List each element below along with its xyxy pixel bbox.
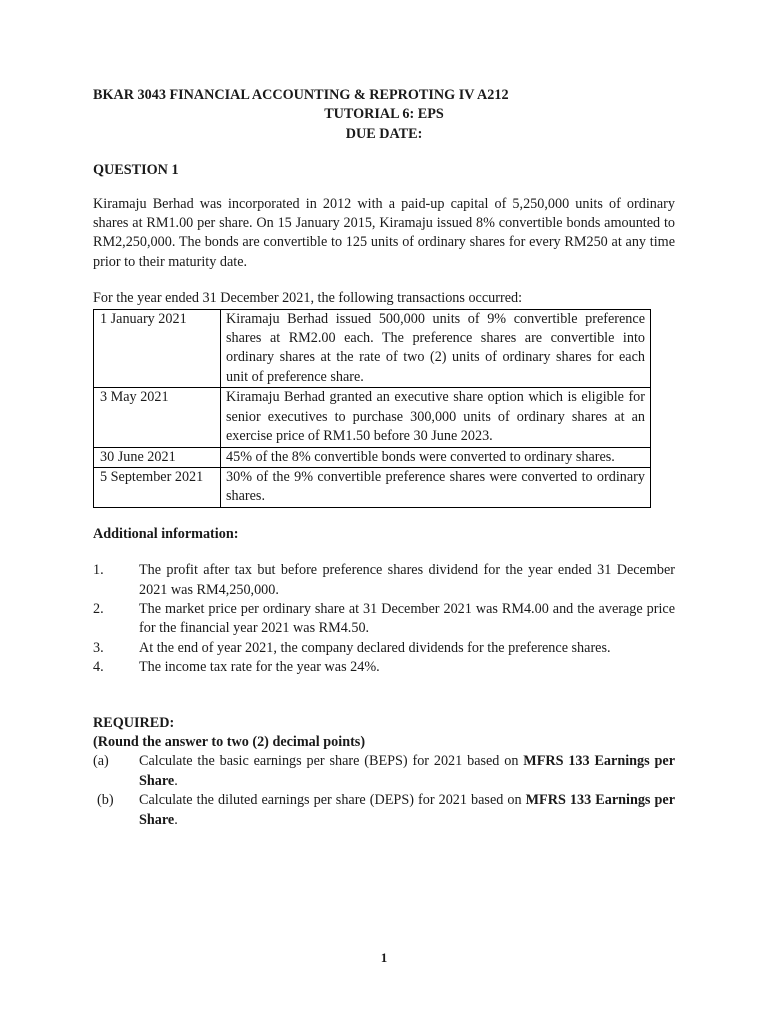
- list-item: [93, 600, 675, 639]
- table-row: [94, 388, 651, 447]
- part-body: Calculate the basic earnings per share (BEPS) for 2021 based on: [139, 753, 524, 770]
- transaction-date: 3 May 2021: [94, 388, 221, 447]
- table-row: [94, 309, 651, 388]
- list-text: The profit after tax but before preference shares dividend for the year ended 31 December 2021 was RM4,250,000.: [139, 562, 675, 598]
- list-text: At the end of year 2021, the company declared dividends for the preference shares.: [139, 639, 611, 656]
- part-label: (a): [93, 753, 109, 770]
- list-item: [93, 658, 675, 677]
- additional-info-list: [93, 561, 675, 677]
- document-page: [93, 86, 675, 830]
- table-intro: For the year ended 31 December 2021, the following transactions occurred:: [93, 290, 523, 307]
- part-label: (b): [97, 792, 114, 809]
- list-item: [93, 561, 675, 600]
- list-item: [93, 752, 675, 791]
- required-title: REQUIRED:: [93, 714, 175, 731]
- additional-info-title: Additional information:: [93, 525, 239, 542]
- list-number: 3.: [93, 639, 104, 656]
- page-number: 1: [380, 950, 388, 965]
- list-number: 1.: [93, 562, 104, 579]
- transaction-date: 5 September 2021: [94, 467, 221, 507]
- part-end: .: [174, 772, 178, 789]
- table-row: [94, 467, 651, 507]
- required-note: (Round the answer to two (2) decimal points): [93, 733, 366, 750]
- course-title: BKAR 3043 FINANCIAL ACCOUNTING & REPROTING IV A212: [93, 87, 509, 103]
- required-parts: [93, 752, 675, 830]
- transaction-description: Kiramaju Berhad issued 500,000 units of 9% convertible preference shares at RM2.00 each. The preference shares are convertible into ordinary shares at the rate of two (2) units of ordinary shares for each unit of preference share.: [221, 309, 651, 388]
- transaction-description: 45% of the 8% convertible bonds were converted to ordinary shares.: [221, 447, 651, 467]
- part-standard: MFRS 133 Earnings per Share: [139, 753, 675, 789]
- due-date: DUE DATE:: [345, 125, 423, 142]
- part-end: .: [174, 811, 178, 828]
- list-text: The income tax rate for the year was 24%.: [139, 659, 380, 676]
- part-text: [139, 791, 675, 830]
- transaction-date: 30 June 2021: [94, 447, 221, 467]
- transaction-date: 1 January 2021: [94, 309, 221, 388]
- list-number: 4.: [93, 659, 104, 676]
- transaction-description: 30% of the 9% convertible preference shares were converted to ordinary shares.: [221, 467, 651, 507]
- tutorial-title: TUTORIAL 6: EPS: [324, 106, 444, 123]
- part-body: Calculate the diluted earnings per share (DEPS) for 2021 based on: [139, 792, 526, 809]
- transaction-description: Kiramaju Berhad granted an executive share option which is eligible for senior executives to purchase 300,000 units of ordinary shares at an exercise price of RM1.50 before 30 June 2023.: [221, 388, 651, 447]
- table-row: [94, 447, 651, 467]
- part-standard: MFRS 133 Earnings per Share: [139, 792, 675, 828]
- question-intro: Kiramaju Berhad was incorporated in 2012 with a paid-up capital of 5,250,000 units of ordinary shares at RM1.00 per share. On 15 January 2015, Kiramaju issued 8% convertible bonds amounted to RM2,250,000. The bonds are convertible to 125 units of ordinary shares for every RM250 at any time prior to their maturity date.: [93, 195, 675, 270]
- list-number: 2.: [93, 600, 104, 617]
- list-item: [93, 639, 675, 658]
- document-header: [93, 86, 675, 144]
- part-text: [139, 752, 675, 791]
- question-title: QUESTION 1: [93, 162, 179, 179]
- list-item: [93, 791, 675, 830]
- transactions-table: [93, 309, 651, 508]
- list-text: The market price per ordinary share at 31 December 2021 was RM4.00 and the average price for the financial year 2021 was RM4.50.: [139, 600, 675, 637]
